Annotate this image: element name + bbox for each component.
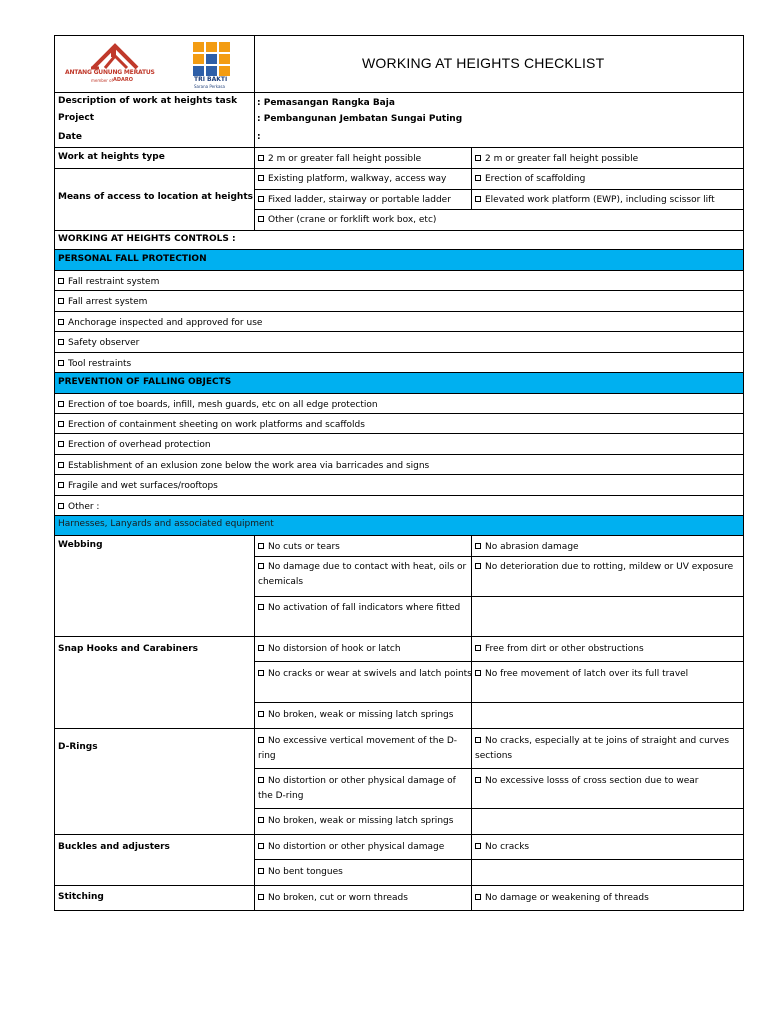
company-logo-name: ANTANG GUNUNG MERATUS [65, 69, 155, 76]
falling-item[interactable]: Other : [58, 500, 99, 515]
checkbox-icon[interactable] [475, 563, 481, 569]
checkbox-icon[interactable] [258, 645, 264, 651]
checkbox-icon[interactable] [58, 319, 64, 325]
checkbox-icon[interactable] [258, 604, 264, 610]
checkbox-icon[interactable] [258, 670, 264, 676]
type-option-1[interactable]: 2 m or greater fall height possible [258, 152, 421, 167]
project-label: Project [58, 113, 95, 123]
partner-logo-name: TRI BAKTI [194, 76, 228, 83]
checkbox-icon[interactable] [258, 868, 264, 874]
checkbox-icon[interactable] [58, 278, 64, 284]
type-label: Work at heights type [58, 152, 165, 162]
project-value: : Pembangunan Jembatan Sungai Puting [257, 114, 463, 124]
falling-item[interactable]: Erection of containment sheeting on work platforms and scaffolds [58, 418, 365, 433]
task-value: : Pemasangan Rangka Baja [257, 98, 395, 108]
access-option-5[interactable]: Other (crane or forklift work box, etc) [258, 213, 436, 228]
dring-check[interactable]: No distortion or other physical damage of the D-ring [258, 776, 456, 801]
buckles-check[interactable]: No cracks [475, 840, 529, 855]
task-label: Description of work at heights task [58, 96, 238, 106]
snap-check[interactable]: No free movement of latch over its full travel [475, 667, 688, 682]
checkbox-icon[interactable] [258, 543, 264, 549]
date-label: Date [58, 132, 82, 142]
webbing-check[interactable]: No deterioration due to rotting, mildew or UV exposure [475, 560, 733, 575]
personal-item[interactable]: Fall arrest system [58, 295, 147, 310]
date-value[interactable]: : [257, 132, 261, 142]
partner-logo-sub: Sarana Perkasa [194, 84, 225, 89]
checkbox-icon[interactable] [258, 216, 264, 222]
checkbox-icon[interactable] [258, 777, 264, 783]
stitching-check[interactable]: No broken, cut or worn threads [258, 891, 408, 906]
buckles-label: Buckles and adjusters [58, 842, 170, 852]
d-rings-label: D-Rings [58, 742, 98, 752]
checkbox-icon[interactable] [258, 843, 264, 849]
checkbox-icon[interactable] [58, 298, 64, 304]
personal-item[interactable]: Tool restraints [58, 357, 131, 372]
buckles-check[interactable]: No bent tongues [258, 865, 343, 880]
access-label: Means of access to location at heights [58, 192, 253, 202]
checkbox-icon[interactable] [475, 196, 481, 202]
personal-item[interactable]: Safety observer [58, 336, 139, 351]
falling-item[interactable]: Erection of overhead protection [58, 438, 211, 453]
falling-item[interactable]: Fragile and wet surfaces/rooftops [58, 479, 218, 494]
dring-check[interactable]: No cracks, especially at te joins of straight and curves sections [475, 736, 730, 761]
checkbox-icon[interactable] [258, 711, 264, 717]
checkbox-icon[interactable] [475, 155, 481, 161]
checkbox-icon[interactable] [258, 817, 264, 823]
checkbox-icon[interactable] [58, 462, 64, 468]
snap-check[interactable]: No broken, weak or missing latch springs [258, 708, 453, 723]
personal-heading: PERSONAL FALL PROTECTION [58, 254, 207, 264]
checkbox-icon[interactable] [58, 360, 64, 366]
personal-item[interactable]: Anchorage inspected and approved for use [58, 316, 262, 331]
checkbox-icon[interactable] [258, 155, 264, 161]
webbing-check[interactable]: No activation of fall indicators where fitted [258, 601, 460, 616]
checkbox-icon[interactable] [475, 175, 481, 181]
falling-item[interactable]: Erection of toe boards, infill, mesh guards, etc on all edge protection [58, 398, 378, 413]
personal-item[interactable]: Fall restraint system [58, 275, 159, 290]
checkbox-icon[interactable] [258, 563, 264, 569]
access-option-2[interactable]: Erection of scaffolding [475, 172, 585, 187]
checkbox-icon[interactable] [58, 421, 64, 427]
checkbox-icon[interactable] [58, 482, 64, 488]
dring-check[interactable]: No broken, weak or missing latch springs [258, 814, 453, 829]
checkbox-icon[interactable] [58, 401, 64, 407]
page-title: WORKING AT HEIGHTS CHECKLIST [362, 55, 605, 71]
webbing-label: Webbing [58, 540, 103, 550]
dring-check[interactable]: No excessive losss of cross section due to wear [475, 774, 699, 789]
company-logo [65, 42, 175, 90]
dring-check[interactable]: No excessive vertical movement of the D-ring [258, 736, 458, 761]
controls-heading: WORKING AT HEIGHTS CONTROLS : [58, 234, 236, 244]
checkbox-icon[interactable] [475, 670, 481, 676]
snap-hooks-label: Snap Hooks and Carabiners [58, 644, 198, 654]
checkbox-icon[interactable] [475, 543, 481, 549]
type-option-2[interactable]: 2 m or greater fall height possible [475, 152, 638, 167]
snap-check[interactable]: No distorsion of hook or latch [258, 642, 401, 657]
checkbox-icon[interactable] [475, 737, 481, 743]
falling-heading: PREVENTION OF FALLING OBJECTS [58, 377, 232, 387]
falling-item[interactable]: Establishment of an exlusion zone below the work area via barricades and signs [58, 459, 429, 474]
checkbox-icon[interactable] [475, 645, 481, 651]
checkbox-icon[interactable] [258, 196, 264, 202]
company-logo-brand: ADARO [113, 77, 133, 83]
buckles-check[interactable]: No distortion or other physical damage [258, 840, 444, 855]
stitching-check[interactable]: No damage or weakening of threads [475, 891, 649, 906]
checkbox-icon[interactable] [475, 777, 481, 783]
checkbox-icon[interactable] [58, 339, 64, 345]
snap-check[interactable]: No cracks or wear at swivels and latch points [258, 667, 472, 682]
partner-logo [193, 42, 233, 90]
checkbox-icon[interactable] [475, 843, 481, 849]
webbing-check[interactable]: No abrasion damage [475, 540, 579, 555]
checkbox-icon[interactable] [258, 737, 264, 743]
stitching-label: Stitching [58, 892, 104, 902]
checkbox-icon[interactable] [258, 894, 264, 900]
checkbox-icon[interactable] [58, 503, 64, 509]
webbing-check[interactable]: No cuts or tears [258, 540, 340, 555]
access-option-4[interactable]: Elevated work platform (EWP), including scissor lift [475, 193, 715, 208]
access-option-3[interactable]: Fixed ladder, stairway or portable ladder [258, 193, 451, 208]
harness-heading: Harnesses, Lanyards and associated equipment [58, 519, 274, 529]
company-logo-sub: member of [91, 78, 114, 83]
checkbox-icon[interactable] [258, 175, 264, 181]
webbing-check[interactable]: No damage due to contact with heat, oils or chemicals [258, 562, 467, 587]
checkbox-icon[interactable] [58, 441, 64, 447]
checkbox-icon[interactable] [475, 894, 481, 900]
snap-check[interactable]: Free from dirt or other obstructions [475, 642, 644, 657]
access-option-1[interactable]: Existing platform, walkway, access way [258, 172, 446, 187]
